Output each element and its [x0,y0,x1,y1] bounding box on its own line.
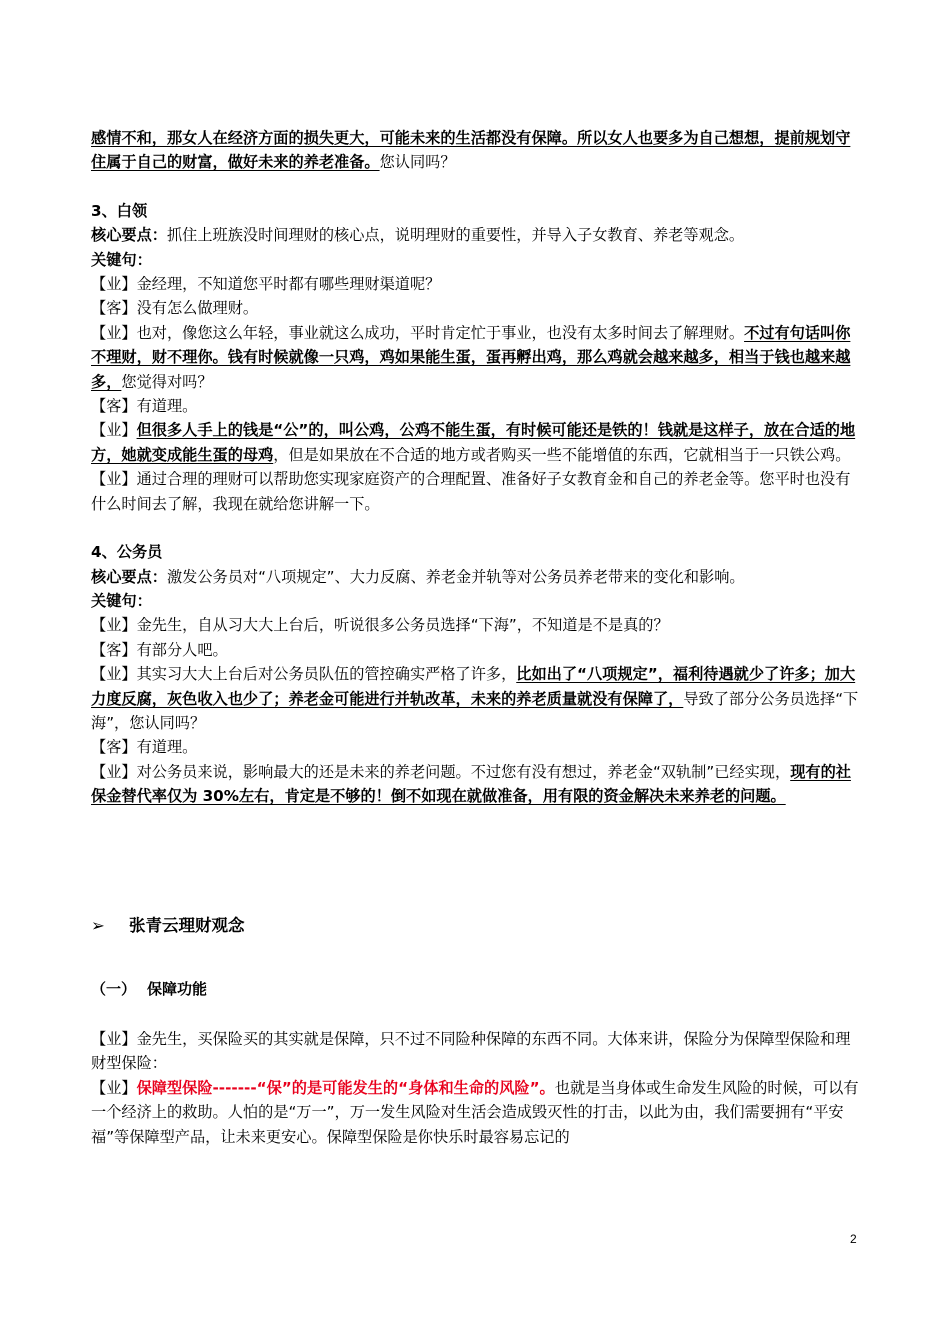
dialogue-line [91,662,861,735]
dialogue-line: 【业】通过合理的理财可以帮助您实现家庭资产的合理配置、准备好子女教育金和自己的养老金等。您平时也没有什么时间去了解，我现在就给您讲解一下。 [91,470,851,513]
paragraph [91,1076,861,1149]
dialogue-text: 【业】 [91,421,137,440]
section3-heading: 3、白领 [91,201,148,220]
dialogue-text: 导致了部分公务员选择“下海”，您认同吗？ [91,689,859,732]
arrow-bullet-icon: ➢ [91,915,105,935]
dialogue-text: 【业】对公务员来说，影响最大的还是未来的养老问题。不过您有没有想过，养老金“双轨制”已经实现， [91,762,791,781]
page-number: 2 [850,1232,857,1246]
dialogue-line: 【业】金先生，自从习大大上台后，听说很多公务员选择“下海”，不知道是不是真的？ [91,616,669,635]
subsection-number: （一） [91,979,137,998]
paragraph: 【业】金先生，买保险买的其实就是保障，只不过不同险种保障的东西不同。大体来讲，保险分为保障型保险和理财型保险： [91,1029,851,1073]
dialogue-emphasis: 不过有句话叫你不理财，财不理你。钱有时候就像一只鸡，鸡如果能生蛋，蛋再孵出鸡，那么鸡就会越来越多，相当于钱也越来越多， [91,323,851,391]
dialogue-text: 【业】其实习大大上台后对公务员队伍的管控确实严格了许多， [91,665,517,684]
intro-emphasis: 感情不和，那女人在经济方面的损失更大，可能未来的生活都没有保障。所以女人也要多为自己想想，提前规划守住属于自己的财富，做好未来的养老准备。 [91,129,851,172]
dialogue-emphasis: 但很多人手上的钱是“公”的，叫公鸡，公鸡不能生蛋，有时候可能还是铁的！钱就是这样子，放在合适的地方，她就变成能生蛋的母鸡 [91,421,856,464]
intro-tail: 您认同吗？ [379,153,456,172]
chapter-heading [91,913,861,939]
subsection-title: 保障功能 [147,979,208,998]
core-text: 激发公务员对“八项规定”、大力反腐、养老金并轨等对公务员养老带来的变化和影响。 [166,567,745,586]
core-text: 抓住上班族没时间理财的核心点，说明理财的重要性，并导入子女教育、养老等观念。 [166,226,745,245]
dialogue-line: 【业】金经理，不知道您平时都有哪些理财渠道呢？ [91,275,441,294]
dialogue-line: 【客】有部分人吧。 [91,640,228,659]
document-body [91,126,861,1149]
dialogue-line: 【客】有道理。 [91,397,198,416]
spacer [91,516,861,540]
dialogue-emphasis: 现有的社保金替代率仅为 30%左右，肯定是不够的！倒不如现在就做准备，用有限的资金解决未来养老的问题。 [91,762,851,806]
spacer [91,175,861,199]
dialogue-line: 【客】没有怎么做理财。 [91,299,259,318]
core-label: 核心要点： [91,567,167,586]
paragraph-text: 也就是当身体或生命发生风险的时候，可以有一个经济上的救助。人怕的是“万一”，万一发生风险对生活会造成毁灭性的打击，以此为由，我们需要拥有“平安福”等保障型产品，让未来更安心。保障型保险是你快乐时最容易忘记的 [91,1078,859,1146]
dialogue-line [91,321,861,394]
red-emphasis: 保障型保险-------“保”的是可能发生的“身体和生命的风险”。 [136,1078,555,1097]
core-label: 核心要点： [91,226,167,245]
paragraph-prefix: 【业】 [91,1078,137,1097]
section3-core-point [91,223,861,247]
dialogue-text: ，但是如果放在不合适的地方或者购买一些不能增值的东西，它就相当于一只铁公鸡。 [273,445,851,464]
intro-paragraph [91,126,861,175]
section4-key-label: 关键句： [91,591,152,610]
section4-heading: 4、公务员 [91,543,163,562]
dialogue-text: 【业】也对，像您这么年轻，事业就这么成功，平时肯定忙于事业，也没有太多时间去了解理财。 [91,323,745,342]
dialogue-text: 您觉得对吗？ [121,372,213,391]
chapter-title: 张青云理财观念 [129,915,245,935]
section4-core-point [91,565,861,589]
dialogue-line [91,418,861,467]
dialogue-line: 【客】有道理。 [91,738,198,757]
subsection-heading [91,977,861,1001]
dialogue-line [91,760,861,809]
section3-key-label: 关键句： [91,250,152,269]
dialogue-emphasis: 比如出了“八项规定”，福利待遇就少了许多；加大力度反腐，灰色收入也少了；养老金可能进行并轨改革，未来的养老质量就没有保障了， [91,665,856,708]
